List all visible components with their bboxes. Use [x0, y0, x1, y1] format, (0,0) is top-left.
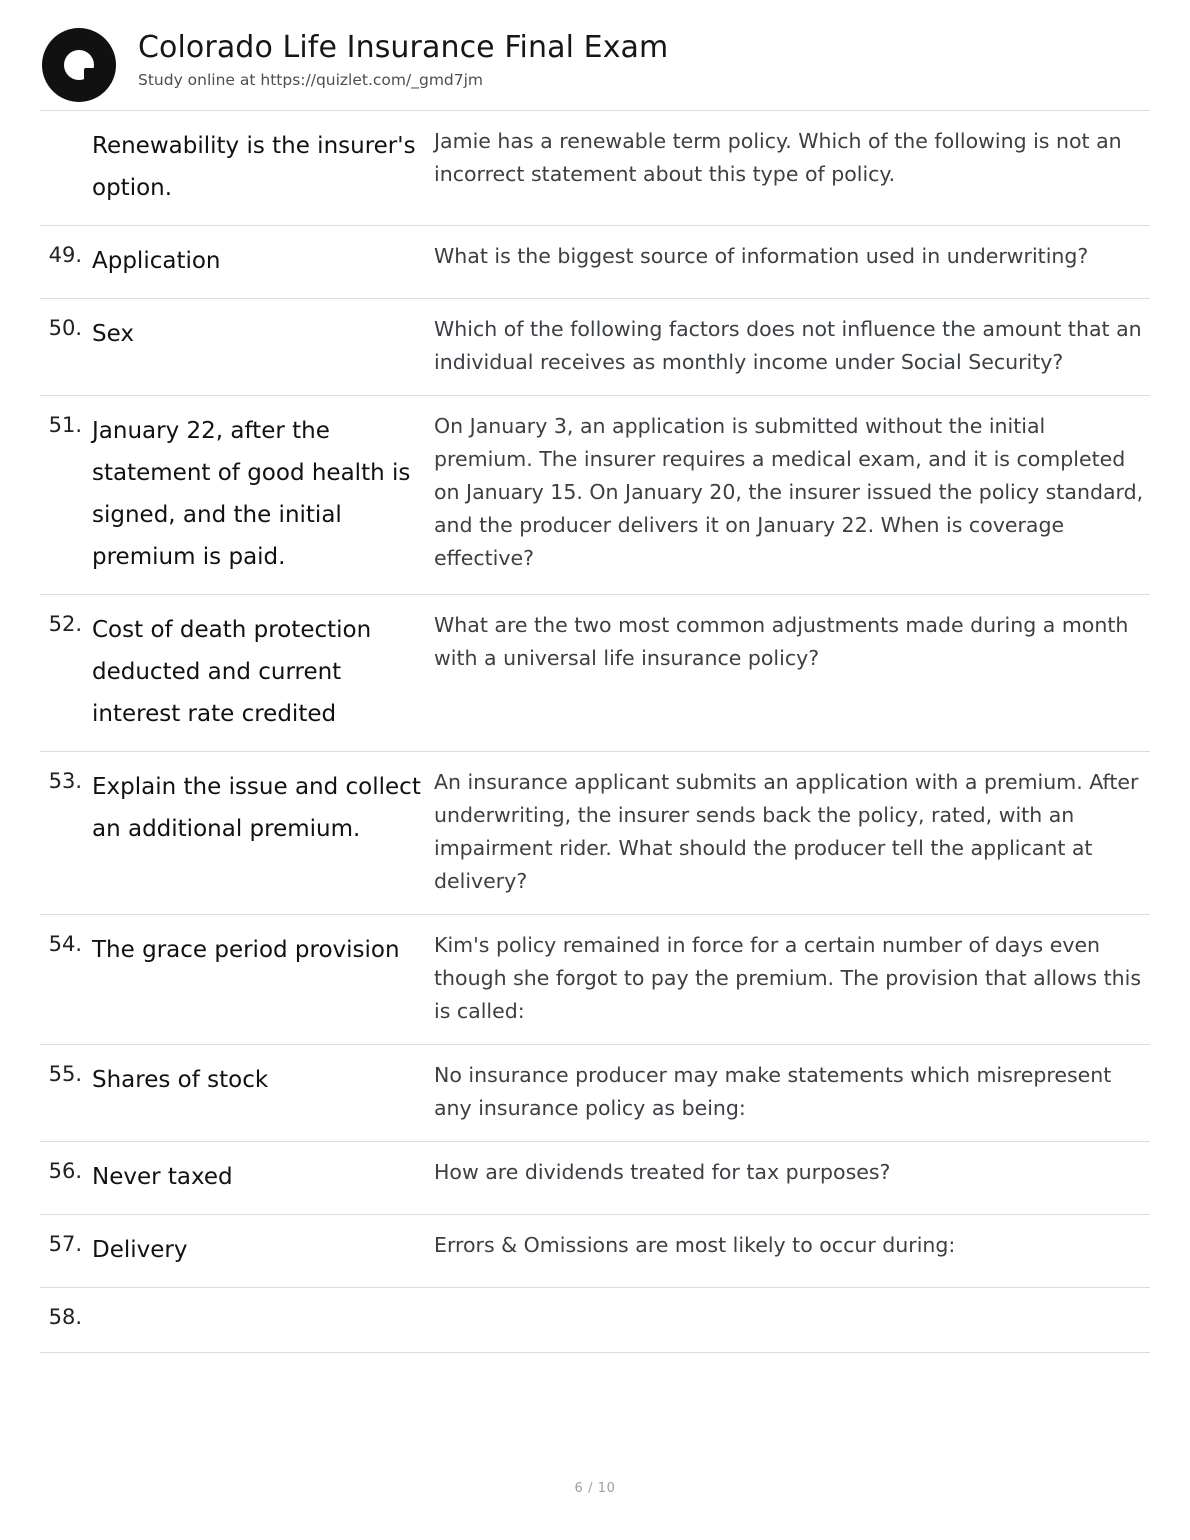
table-row	[40, 752, 1150, 915]
row-definition: Jamie has a renewable term policy. Which of the following is not an incorrect statement about this type of policy.	[434, 129, 1122, 186]
row-definition: On January 3, an application is submitted without the initial premium. The insurer requires a medical exam, and it is completed on January 15. On January 20, the insurer issued the policy standard, and the producer delivers it on January 22. When is coverage effective?	[434, 414, 1144, 570]
row-term: Never taxed	[92, 1164, 233, 1190]
table-row	[40, 1215, 1150, 1288]
table-row	[40, 595, 1150, 752]
table-row	[40, 1045, 1150, 1142]
document-header	[40, 26, 1150, 102]
header-text-block	[138, 26, 668, 90]
quizlet-q-logo-icon	[42, 28, 116, 102]
row-number: 53.	[48, 769, 82, 793]
term-definition-table	[40, 110, 1150, 1353]
row-number: 56.	[48, 1159, 82, 1183]
row-number: 57.	[48, 1232, 82, 1256]
row-term: Cost of death protection deducted and current interest rate credited	[92, 617, 372, 727]
row-term: Shares of stock	[92, 1067, 269, 1093]
row-number: 49.	[48, 243, 82, 267]
table-row	[40, 111, 1150, 226]
row-number: 52.	[48, 612, 82, 636]
row-definition: An insurance applicant submits an application with a premium. After underwriting, the insurer sends back the policy, rated, with an impairment rider. What should the producer tell the applicant at delivery?	[434, 770, 1139, 893]
row-definition: Errors & Omissions are most likely to occur during:	[434, 1233, 956, 1257]
row-number: 55.	[48, 1062, 82, 1086]
table-row	[40, 1288, 1150, 1353]
row-term: Sex	[92, 321, 134, 347]
table-row	[40, 915, 1150, 1045]
table-row	[40, 299, 1150, 396]
row-number: 50.	[48, 316, 82, 340]
row-definition: What are the two most common adjustments made during a month with a universal life insurance policy?	[434, 613, 1129, 670]
row-term: January 22, after the statement of good health is signed, and the initial premium is paid.	[92, 418, 411, 570]
table-row	[40, 226, 1150, 299]
row-term: The grace period provision	[92, 937, 400, 963]
study-link-text: Study online at https://quizlet.com/_gmd7jm	[138, 71, 484, 89]
row-term: Renewability is the insurer's option.	[92, 133, 416, 201]
row-term: Explain the issue and collect an additional premium.	[92, 774, 421, 842]
row-number: 51.	[48, 413, 82, 437]
row-number: 54.	[48, 932, 82, 956]
page-title: Colorado Life Insurance Final Exam	[138, 30, 669, 65]
row-definition: Which of the following factors does not influence the amount that an individual receives as monthly income under Social Security?	[434, 317, 1142, 374]
row-definition: Kim's policy remained in force for a certain number of days even though she forgot to pay the premium. The provision that allows this is called:	[434, 933, 1142, 1023]
row-term: Application	[92, 248, 221, 274]
table-row	[40, 396, 1150, 595]
row-definition: How are dividends treated for tax purposes?	[434, 1160, 891, 1184]
row-term: Delivery	[92, 1237, 188, 1263]
page-number-footer: 6 / 10	[574, 1481, 616, 1496]
row-definition: What is the biggest source of information used in underwriting?	[434, 244, 1089, 268]
table-row	[40, 1142, 1150, 1215]
row-number: 58.	[48, 1305, 82, 1329]
logo-tail	[84, 68, 112, 83]
row-definition: No insurance producer may make statements which misrepresent any insurance policy as being:	[434, 1063, 1112, 1120]
